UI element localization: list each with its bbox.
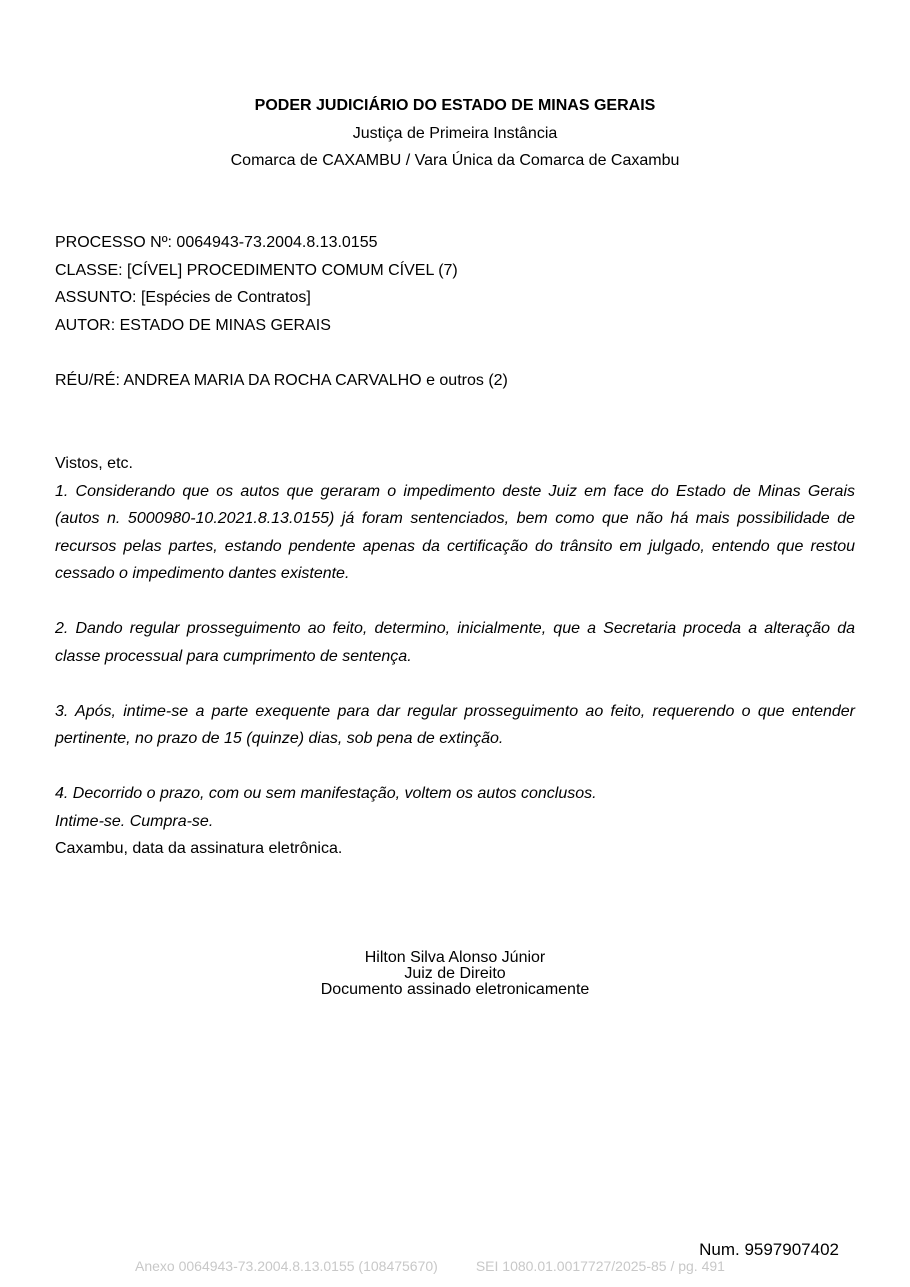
spacer bbox=[55, 670, 855, 698]
footer-annex bbox=[135, 1257, 795, 1275]
judge-title: Juiz de Direito bbox=[404, 964, 506, 982]
signature-note: Documento assinado eletronicamente bbox=[320, 980, 590, 998]
spacer bbox=[55, 339, 855, 367]
place-date: Caxambu, data da assinatura eletrônica. bbox=[55, 840, 343, 857]
closing-order: Intime-se. Cumpra-se. bbox=[55, 812, 214, 830]
spacer bbox=[55, 753, 855, 781]
case-author: AUTOR: ESTADO DE MINAS GERAIS bbox=[55, 316, 331, 334]
judge-name: Hilton Silva Alonso Júnior bbox=[364, 949, 546, 966]
spacer bbox=[55, 588, 855, 616]
paragraph-1: 1. Considerando que os autos que geraram o impedimento deste Juiz em face do Estado de Minas Gerais (autos n. 5000980-10.2021.8.13.0155) já foram sentenciados, bem como que não há mais possibilidade de recursos pelas partes, estando pendente apenas da certificação do trânsito em julgado, entendo que restou cessado o impedimento dantes existente. bbox=[55, 482, 855, 582]
case-info bbox=[55, 229, 855, 394]
annex-reference: Anexo 0064943-73.2004.8.13.0155 (108475670) bbox=[135, 1258, 438, 1274]
case-subject: ASSUNTO: [Espécies de Contratos] bbox=[55, 289, 311, 306]
court-name: PODER JUDICIÁRIO DO ESTADO DE MINAS GERAIS bbox=[254, 97, 656, 114]
sei-reference: SEI 1080.01.0017727/2025-85 / pg. 491 bbox=[475, 1258, 725, 1274]
document-number: Num. 9597907402 bbox=[699, 1240, 839, 1259]
case-class: CLASSE: [CÍVEL] PROCEDIMENTO COMUM CÍVEL (7) bbox=[55, 261, 458, 279]
paragraph-4: 4. Decorrido o prazo, com ou sem manifestação, voltem os autos conclusos. bbox=[55, 785, 597, 802]
paragraph-3: 3. Após, intime-se a parte exequente para dar regular prosseguimento ao feito, requerendo o que entender pertinente, no prazo de 15 (quinze) dias, sob pena de extinção. bbox=[55, 702, 855, 747]
signature-block bbox=[0, 950, 910, 997]
process-number: PROCESSO Nº: 0064943-73.2004.8.13.0155 bbox=[55, 234, 378, 251]
case-defendant: RÉU/RÉ: ANDREA MARIA DA ROCHA CARVALHO e outros (2) bbox=[55, 371, 508, 389]
paragraph-2: 2. Dando regular prosseguimento ao feito, determino, inicialmente, que a Secretaria proceda a alteração da classe processual para cumprimento de sentença. bbox=[55, 620, 855, 665]
district-name: Comarca de CAXAMBU / Vara Única da Comarca de Caxambu bbox=[230, 152, 680, 169]
decision-body bbox=[55, 450, 855, 863]
document-header bbox=[0, 92, 910, 175]
opening-line: Vistos, etc. bbox=[55, 455, 133, 472]
instance-name: Justiça de Primeira Instância bbox=[352, 124, 558, 142]
